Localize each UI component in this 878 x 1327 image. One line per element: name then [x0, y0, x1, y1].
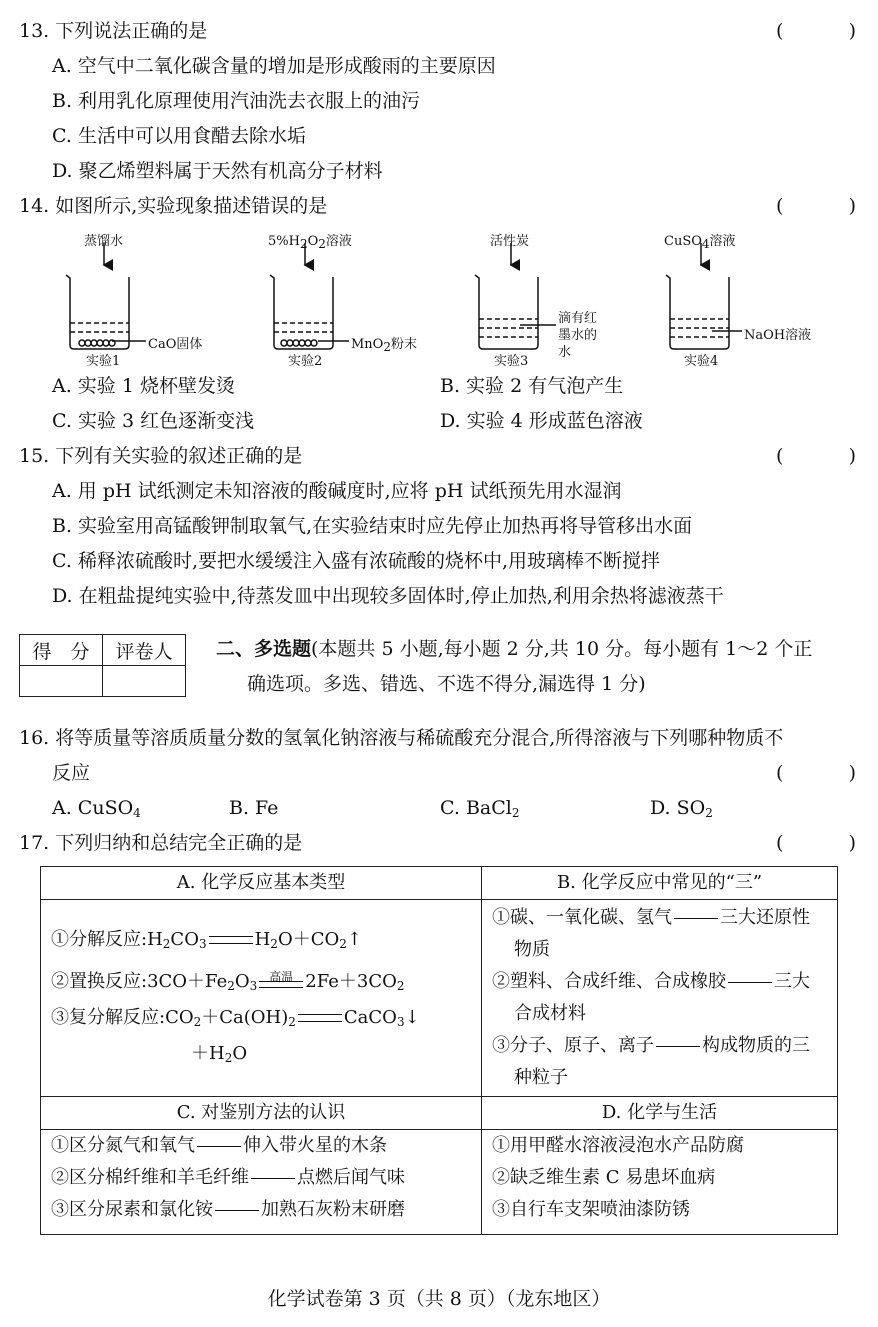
q14-option-c: C. 实验 3 红色逐渐变浅: [52, 410, 255, 432]
cell-a: [41, 900, 482, 1097]
table-head-b: B. 化学反应中常见的“三”: [482, 867, 838, 900]
b-item-3: ③分子、原子、离子 构成物质的三: [492, 1035, 810, 1056]
c-item-2: ②区分棉纤维和羊毛纤维 点燃后闻气味: [51, 1167, 405, 1188]
exp4-reagent: CuSO$_4$溶液: [664, 234, 736, 251]
a-item-2: ②置换反应$:3CO+Fe_2O_3$ 高温 $2Fe+3CO_2$: [51, 970, 405, 993]
exp3-liquid-label-3: 水: [558, 345, 572, 360]
exp4-liquid-label: NaOH溶液: [744, 328, 812, 343]
a-item-1: ①分解反应$:H_2CO_3$ $H_2O+CO_2↑$: [51, 929, 362, 951]
d-item-2: ②缺乏维生素 C 易患坏血病: [492, 1167, 716, 1188]
score-field[interactable]: [20, 666, 103, 697]
q16-option-b: B. Fe: [229, 797, 279, 819]
exp3-liquid-label-2: 墨水的: [558, 328, 598, 343]
a-item-3: ③复分解反应$:CO_2+Ca(OH)_2$ CaCO$_3$↓: [51, 1007, 420, 1029]
beaker-2: [270, 243, 349, 349]
exp3-reagent: 活性炭: [490, 234, 530, 249]
q17-answer-paren: ( ): [776, 832, 856, 854]
q15-option-c: C. 稀释浓硫酸时,要把水缓缓注入盛有浓硫酸的烧杯中,用玻璃棒不断搅拌: [52, 550, 661, 572]
exp1-solid-label: CaO固体: [148, 337, 203, 352]
cell-d: [482, 1130, 838, 1235]
q16-option-a: A. CuSO$_4$: [52, 797, 141, 820]
q16-stem-cont: 反应: [52, 762, 91, 784]
q14-answer-paren: ( ): [776, 195, 856, 217]
c-item-1: ①区分氮气和氧气 伸入带火星的木条: [51, 1135, 387, 1156]
cell-b: [482, 900, 838, 1097]
q13-option-b: B. 利用乳化原理使用汽油洗去衣服上的油污: [52, 90, 421, 112]
b-item-2: ②塑料、合成纤维、合成橡胶 三大: [492, 971, 810, 992]
q16-option-c: C. BaCl$_2$: [440, 797, 520, 820]
score-box: [19, 634, 186, 697]
table-head-a: A. 化学反应基本类型: [41, 867, 482, 900]
b-item-2-cont: 合成材料: [514, 1003, 586, 1024]
page-footer: 化学试卷第 3 页（共 8 页）（龙东地区）: [267, 1288, 611, 1310]
cell-c: [41, 1130, 482, 1235]
exp2-caption: 实验2: [288, 354, 323, 369]
d-item-1: ①用甲醛水溶液浸泡水产品防腐: [492, 1135, 744, 1156]
q16-option-d: D. $SO_2$: [650, 797, 713, 820]
exp1-caption: 实验1: [86, 354, 121, 369]
q15-answer-paren: ( ): [776, 445, 856, 467]
table-head-d: D. 化学与生活: [482, 1097, 838, 1130]
q14-option-a: A. 实验 1 烧杯壁发烫: [52, 375, 235, 397]
exp3-caption: 实验3: [494, 354, 529, 369]
q14-stem: 14. 如图所示,实验现象描述错误的是: [19, 195, 328, 217]
c-item-3: ③区分尿素和氯化铵 加熟石灰粉末研磨: [51, 1199, 405, 1220]
q15-option-d: D. 在粗盐提纯实验中,待蒸发皿中出现较多固体时,停止加热,利用余热将滤液蒸干: [52, 585, 724, 607]
table-head-c: C. 对鉴别方法的认识: [41, 1097, 482, 1130]
beaker-3: [475, 243, 556, 349]
q14-option-b: B. 实验 2 有气泡产生: [440, 375, 624, 397]
exp4-caption: 实验4: [684, 354, 719, 369]
q13-option-a: A. 空气中二氧化碳含量的增加是形成酸雨的主要原因: [52, 55, 496, 77]
reviewer-header: 评卷人: [103, 635, 186, 666]
q17-stem: 17. 下列归纳和总结完全正确的是: [19, 832, 303, 854]
exp1-reagent: 蒸馏水: [84, 234, 124, 249]
exp2-solid-label: MnO$_2$粉末: [351, 337, 417, 354]
beaker-1: [66, 243, 146, 349]
beaker-4: [666, 243, 742, 349]
d-item-3: ③自行车支架喷油漆防锈: [492, 1199, 690, 1220]
q15-option-a: A. 用 pH 试纸测定未知溶液的酸碱度时,应将 pH 试纸预先用水湿润: [52, 480, 622, 502]
b-item-1-cont: 物质: [514, 939, 550, 960]
exp3-liquid-label-1: 滴有红: [558, 311, 598, 326]
b-item-1: ①碳、一氧化碳、氢气 三大还原性: [492, 907, 810, 928]
a-item-3-cont: $+H_2O$: [191, 1043, 248, 1065]
reviewer-field[interactable]: [103, 666, 186, 697]
q16-answer-paren: ( ): [776, 762, 856, 784]
q13-stem: 13. 下列说法正确的是: [19, 20, 208, 42]
exp2-reagent: $5\%H_2O_2$溶液: [268, 234, 352, 251]
q14-option-d: D. 实验 4 形成蓝色溶液: [440, 410, 643, 432]
q15-option-b: B. 实验室用高锰酸钾制取氧气,在实验结束时应先停止加热再将导管移出水面: [52, 515, 693, 537]
q13-answer-paren: ( ): [776, 20, 856, 42]
section2-heading: 二、多选题(本题共 5 小题,每小题 2 分,共 10 分。每小题有 1～2 个正: [216, 638, 813, 660]
q13-option-d: D. 聚乙烯塑料属于天然有机高分子材料: [52, 160, 383, 182]
experiment-figures: [0, 225, 878, 375]
b-item-3-cont: 种粒子: [514, 1067, 568, 1088]
q15-stem: 15. 下列有关实验的叙述正确的是: [19, 445, 303, 467]
section2-heading-cont: 确选项。多选、错选、不选不得分,漏选得 1 分): [247, 673, 646, 695]
q17-summary-table: [40, 866, 838, 1235]
score-header: 得 分: [20, 635, 103, 666]
q13-option-c: C. 生活中可以用食醋去除水垢: [52, 125, 306, 147]
q16-stem: 16. 将等质量等溶质质量分数的氢氧化钠溶液与稀硫酸充分混合,所得溶液与下列哪种物质不: [19, 727, 784, 749]
